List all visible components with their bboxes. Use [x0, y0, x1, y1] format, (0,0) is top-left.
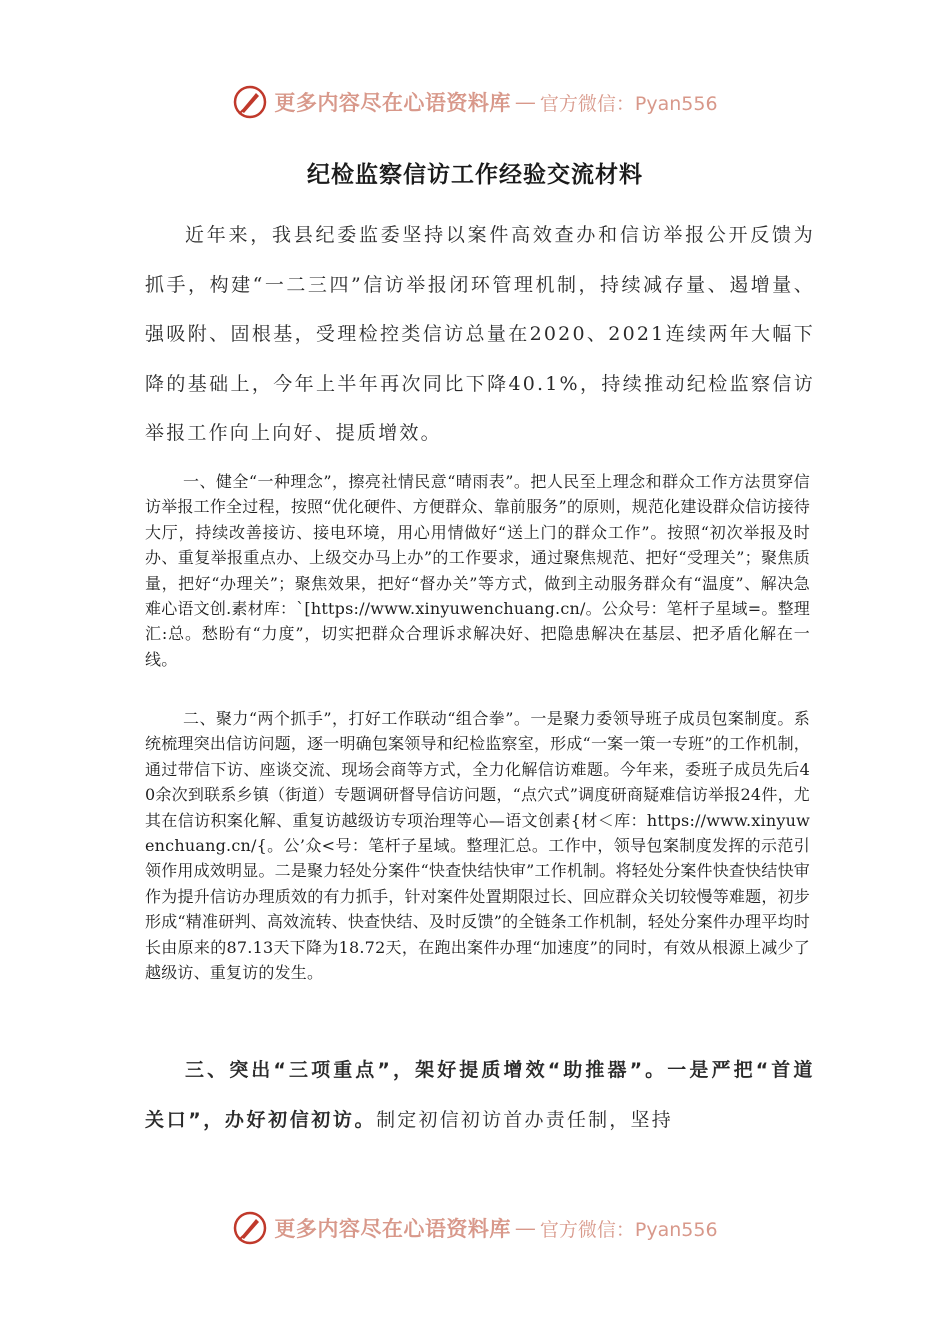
banner-contact-text: 官方微信：Pyan556 [539, 1218, 718, 1241]
banner-contact-text: 官方微信：Pyan556 [539, 92, 718, 115]
banner-site-text: 更多内容尽在心语资料库 [274, 1216, 511, 1241]
quill-logo-icon [232, 84, 268, 120]
banner-site-text: 更多内容尽在心语资料库 [274, 90, 511, 115]
banner-separator: — [514, 1216, 536, 1240]
document-title: 纪检监察信访工作经验交流材料 [307, 162, 643, 188]
paragraph-intro: 近年来，我县纪委监委坚持以案件高效查办和信访举报公开反馈为抓手，构建“一二三四”信访举报闭环管理机制，持续减存量、遏增量、强吸附、固根基，受理检控类信访总量在2020、2021连续两年大幅下降的基础上，今年上半年再次同比下降40.1%，持续推动纪检监察信访举报工作向上向好、提质增效。 [145, 224, 815, 444]
paragraph-section-2: 二、聚力“两个抓手”，打好工作联动“组合拳”。一是聚力委领导班子成员包案制度。系统梳理突出信访问题，逐一明确包案领导和纪检监察室，形成“一案一策一专班”的工作机制，通过带信下访、座谈交流、现场会商等方式，全力化解信访难题。今年来，委班子成员先后40余次到联系乡镇（街道）专题调研督导信访问题，“点穴式”调度研商疑难信访举报24件，尤其在信访积案化解、重复访越级访专项治理等心—语文创素{材＜库：https://www.xinyuwenchuang.cn/{。公’众<号：笔杆子星域。整理汇总。工作中，领导包案制度发挥的示范引领作用成效明显。二是聚力轻处分案件“快查快结快审”工作机制。将轻处分案件快查快结快审作为提升信访办理质效的有力抓手，针对案件处置期限过长、回应群众关切较慢等难题，初步形成“精准研判、高效流转、快查快结、及时反馈”的全链条工作机制，轻处分案件办理平均时长由原来的87.13天下降为18.72天，在跑出案件办理“加速度”的同时，有效从根源上减少了越级访、重复访的发生。 [145, 709, 810, 983]
section-3-heading: 三、突出“三项重点”，架好提质增效“助推器”。一是严把“首道关口”，办好初信初访。 [145, 1059, 815, 1131]
section-3-text: 制定初信初访首办责任制，坚持 [376, 1108, 673, 1131]
header-banner [0, 82, 950, 122]
footer-banner [0, 1208, 950, 1248]
paragraph-section-3 [145, 1046, 815, 1145]
banner-separator: — [514, 90, 536, 114]
paragraph-section-1: 一、健全“一种理念”，擦亮社情民意“晴雨表”。把人民至上理念和群众工作方法贯穿信访举报工作全过程，按照“优化硬件、方便群众、靠前服务”的原则，规范化建设群众信访接待大厅，持续改善接访、接电环境，用心用情做好“送上门的群众工作”。按照“初次举报及时办、重复举报重点办、上级交办马上办”的工作要求，通过聚焦规范、把好“受理关”；聚焦质量，把好“办理关”；聚焦效果，把好“督办关”等方式，做到主动服务群众有“温度”、解决急难心语文创.素材库：`[https://www.xinyuwenchuang.cn/。公众号：笔杆子星域=。整理汇:总。愁盼有“力度”，切实把群众合理诉求解决好、把隐患解决在基层、把矛盾化解在一线。 [145, 472, 810, 669]
quill-logo-icon [232, 1210, 268, 1246]
